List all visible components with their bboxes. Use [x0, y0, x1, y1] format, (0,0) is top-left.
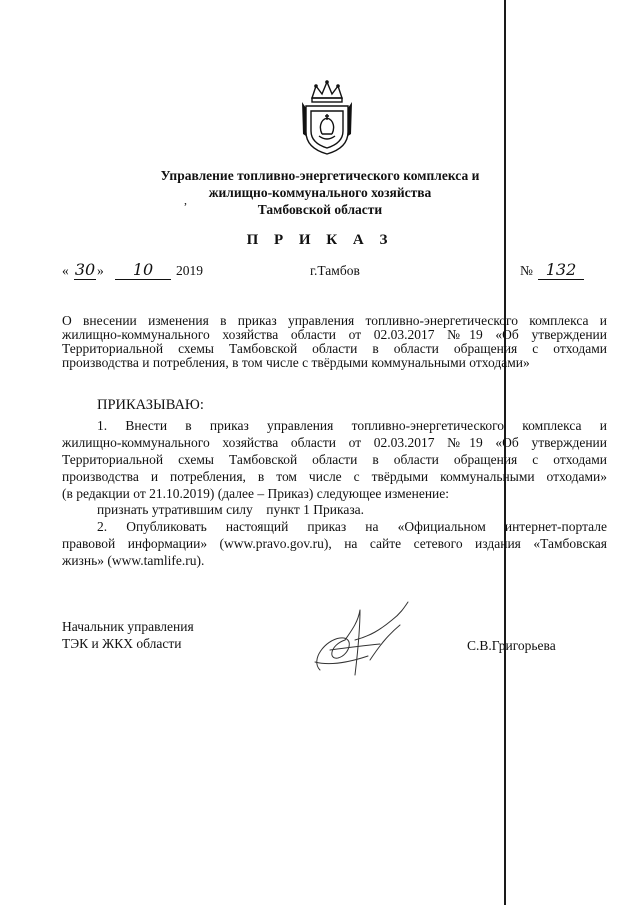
date-close-quote: » [97, 263, 104, 278]
org-name-line-2: жилищно-коммунального хозяйства [208, 185, 432, 200]
title-line: жилищно-коммунального хозяйства области от 02.03.2017 №19 «Об утверждении [62, 328, 607, 342]
org-name-line-1: Управление топливно-энергетического комплекса и [160, 168, 480, 183]
body-line: правовой информации» (www.pravo.gov.ru), на сайте сетевого издания «Тамбовская [62, 537, 607, 551]
city: г.Тамбов [310, 263, 360, 278]
date-year: 2019 [176, 263, 203, 278]
body-line: жизнь» (www.tamlife.ru). [62, 554, 205, 568]
body-line: производства и потребления, в том числе с твёрдыми коммунальными отходами» [62, 470, 607, 484]
body-line: 1. Внести в приказ управления топливно-энергетического комплекса и [97, 419, 607, 433]
handwritten-signature-icon [300, 600, 430, 680]
scan-mark: , [184, 193, 187, 207]
number-value: 132 [538, 260, 584, 280]
coat-of-arms-icon [298, 76, 356, 156]
signatory-position-line-1: Начальник управления [62, 620, 194, 634]
order-word: ПРИКАЗЫВАЮ: [97, 398, 204, 412]
date-month: 10 [115, 260, 171, 280]
signatory-name: С.В.Григорьева [467, 639, 556, 653]
body-line: (в редакции от 21.10.2019) (далее – Приказ) следующее изменение: [62, 487, 450, 501]
body-line: Территориальной схемы Тамбовской области в области обращения с отходами [62, 453, 607, 467]
title-line: О внесении изменения в приказ управления топливно-энергетического комплекса и [62, 314, 607, 328]
title-line: Территориальной схемы Тамбовской области в области обращения с отходами [62, 342, 607, 356]
date-day: 30 [74, 260, 96, 279]
title-line: производства и потребления, в том числе с твёрдыми коммунальными отходами» [62, 356, 530, 370]
date-open-quote: « [62, 263, 69, 278]
org-name-line-3: Тамбовской области [257, 202, 383, 217]
signatory-position-line-2: ТЭК и ЖКХ области [62, 637, 182, 651]
body-line: 2. Опубликовать настоящий приказ на «Официальном интернет-портале [97, 520, 607, 534]
body-line: жилищно-коммунального хозяйства области от 02.03.2017 №19 «Об утверждении [62, 436, 607, 450]
number-label: № [520, 263, 533, 278]
body-line: признать утратившим силу пункт 1 Приказа. [97, 503, 365, 517]
document-type: П Р И К А З [246, 232, 394, 248]
date-row [62, 260, 607, 283]
